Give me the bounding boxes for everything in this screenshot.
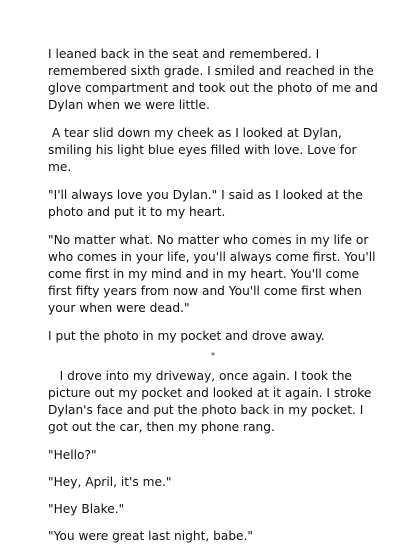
paragraph: I drove into my driveway, once again. I took the picture out my pocket and looked at it again. I stroke Dylan's face and put the photo back in my pocket. I got out the car, then my phone rang. [48, 369, 376, 434]
paragraph: "Hey Blake." [48, 502, 125, 516]
paragraph: I put the photo in my pocket and drove away. [48, 329, 325, 343]
document-body [48, 46, 378, 555]
paragraph: "Hey, April, it's me." [48, 475, 172, 489]
scene-separator: * [211, 351, 215, 360]
paragraph: "I'll always love you Dylan." I said as I looked at the photo and put it to my heart. [48, 188, 363, 219]
paragraph: "No matter what. No matter who comes in my life or who comes in your life, you'll always come first. You'll come first in my mind and in my heart. You'll come first fifty years from now and You'll come first when your when were dead." [48, 233, 376, 315]
paragraph: I leaned back in the seat and remembered. I remembered sixth grade. I smiled and reached in the glove compartment and took out the photo of me and Dylan when we were little. [48, 47, 378, 112]
paragraph: A tear slid down my cheek as I looked at Dylan, smiling his light blue eyes filled with love. Love for me. [48, 126, 361, 174]
paragraph: "You were great last night, babe." [48, 529, 254, 543]
paragraph: "Hello?" [48, 448, 97, 462]
